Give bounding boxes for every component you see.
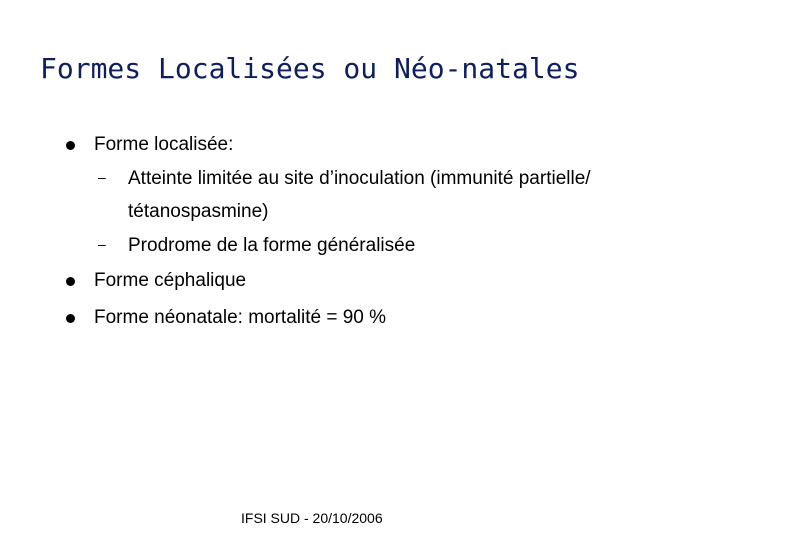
slide-title: Formes Localisées ou Néo-natales bbox=[40, 52, 580, 85]
bullet-dot-icon bbox=[66, 314, 75, 323]
bullet-text: Forme localisée: bbox=[94, 134, 234, 155]
dash-icon: – bbox=[98, 169, 106, 185]
slide-footer: IFSI SUD - 20/10/2006 bbox=[241, 510, 383, 526]
bullet-dot-icon bbox=[66, 277, 75, 286]
bullet-dot-icon bbox=[66, 141, 75, 150]
dash-icon: – bbox=[98, 236, 106, 252]
sub-item-text: Prodrome de la forme généralisée bbox=[128, 235, 416, 256]
bullet-text: Forme céphalique bbox=[94, 270, 247, 291]
bullet-text: Forme néonatale: mortalité = 90 % bbox=[94, 307, 387, 328]
sub-item-text: Atteinte limitée au site d’inoculation (immunité partielle/ tétanospasmine) bbox=[128, 168, 591, 222]
